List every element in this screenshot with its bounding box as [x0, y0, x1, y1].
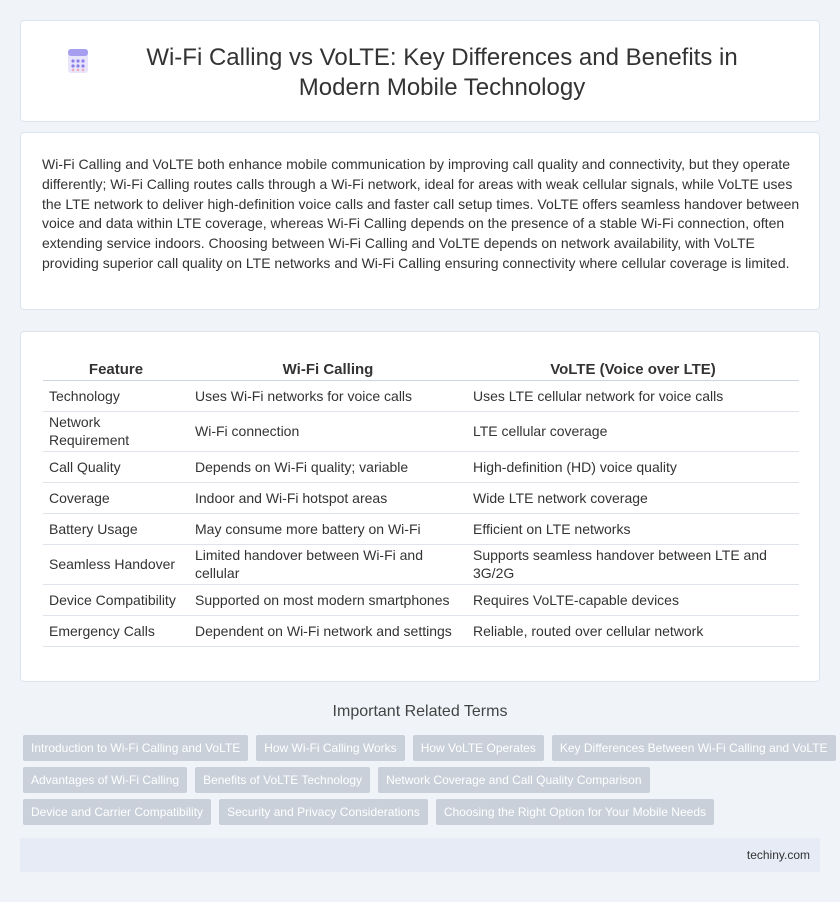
tag-link[interactable]: Security and Privacy Considerations: [219, 799, 428, 825]
table-row: [43, 411, 799, 451]
header-feature: Feature: [43, 352, 189, 380]
volte-cell: LTE cellular coverage: [467, 411, 799, 451]
tag-link[interactable]: Network Coverage and Call Quality Comparison: [378, 767, 649, 793]
header-wifi-calling: Wi-Fi Calling: [189, 352, 467, 380]
wifi-cell: Supported on most modern smartphones: [189, 584, 467, 615]
tag-link[interactable]: How Wi-Fi Calling Works: [256, 735, 404, 761]
wifi-cell: Limited handover between Wi-Fi and cellular: [189, 544, 467, 584]
feature-cell: Battery Usage: [43, 513, 189, 544]
wifi-cell: Indoor and Wi-Fi hotspot areas: [189, 482, 467, 513]
feature-cell: Emergency Calls: [43, 615, 189, 646]
feature-cell: Coverage: [43, 482, 189, 513]
tag-link[interactable]: Device and Carrier Compatibility: [23, 799, 211, 825]
related-terms-heading: Important Related Terms: [332, 703, 508, 720]
title-wrap: [21, 43, 821, 103]
table-row: [43, 451, 799, 482]
volte-cell: Efficient on LTE networks: [467, 513, 799, 544]
table-row: [43, 482, 799, 513]
feature-cell: Device Compatibility: [43, 584, 189, 615]
tag-link[interactable]: Introduction to Wi-Fi Calling and VoLTE: [23, 735, 248, 761]
volte-cell: Reliable, routed over cellular network: [467, 615, 799, 646]
comparison-card: [20, 331, 820, 682]
intro-paragraph: Wi-Fi Calling and VoLTE both enhance mobile communication by improving call quality and connectivity, but they operate differently; Wi-Fi Calling routes calls through a Wi-Fi network, ideal for areas with weak cellular signals, while VoLTE uses the LTE network to deliver high-definition voice calls and faster call setup times. VoLTE offers seamless handover between voice and data within LTE coverage, whereas Wi-Fi Calling depends on the presence of a stable Wi-Fi connection, often extending service indoors. Choosing between Wi-Fi Calling and VoLTE depends on network availability, with VoLTE providing superior call quality on LTE networks and Wi-Fi Calling ensuring connectivity where cellular coverage is limited.: [42, 156, 800, 271]
wifi-cell: Uses Wi-Fi networks for voice calls: [189, 380, 467, 411]
volte-cell: Requires VoLTE-capable devices: [467, 584, 799, 615]
header-volte: VoLTE (Voice over LTE): [467, 352, 799, 380]
calculator-icon: [65, 48, 91, 74]
page-title: Wi-Fi Calling vs VoLTE: Key Differences and Benefits in Modern Mobile Technology: [146, 44, 738, 101]
tag-row: [23, 799, 823, 825]
table-row: [43, 544, 799, 584]
volte-cell: Uses LTE cellular network for voice calls: [467, 380, 799, 411]
intro-card: [20, 132, 820, 310]
feature-cell: Seamless Handover: [43, 544, 189, 584]
feature-cell: Network Requirement: [43, 411, 189, 451]
table-header-row: [43, 352, 799, 380]
table-row: [43, 513, 799, 544]
related-terms-tags: [23, 735, 828, 831]
volte-cell: Supports seamless handover between LTE and 3G/2G: [467, 544, 799, 584]
table-row: [43, 380, 799, 411]
table-row: [43, 615, 799, 646]
wifi-cell: Wi-Fi connection: [189, 411, 467, 451]
footer: [20, 838, 820, 872]
wifi-cell: Dependent on Wi-Fi network and settings: [189, 615, 467, 646]
tag-link[interactable]: How VoLTE Operates: [413, 735, 544, 761]
wifi-cell: May consume more battery on Wi-Fi: [189, 513, 467, 544]
tag-link[interactable]: Benefits of VoLTE Technology: [195, 767, 370, 793]
tag-row: [23, 735, 828, 761]
tag-link[interactable]: Key Differences Between Wi-Fi Calling and VoLTE: [552, 735, 836, 761]
table-row: [43, 584, 799, 615]
feature-cell: Technology: [43, 380, 189, 411]
footer-site-link[interactable]: techiny.com: [746, 848, 810, 862]
tag-link[interactable]: Advantages of Wi-Fi Calling: [23, 767, 187, 793]
header-card: [20, 20, 820, 122]
volte-cell: High-definition (HD) voice quality: [467, 451, 799, 482]
tag-link[interactable]: Choosing the Right Option for Your Mobile Needs: [436, 799, 714, 825]
wifi-cell: Depends on Wi-Fi quality; variable: [189, 451, 467, 482]
volte-cell: Wide LTE network coverage: [467, 482, 799, 513]
comparison-table: [43, 352, 799, 647]
tag-row: [23, 767, 823, 793]
feature-cell: Call Quality: [43, 451, 189, 482]
